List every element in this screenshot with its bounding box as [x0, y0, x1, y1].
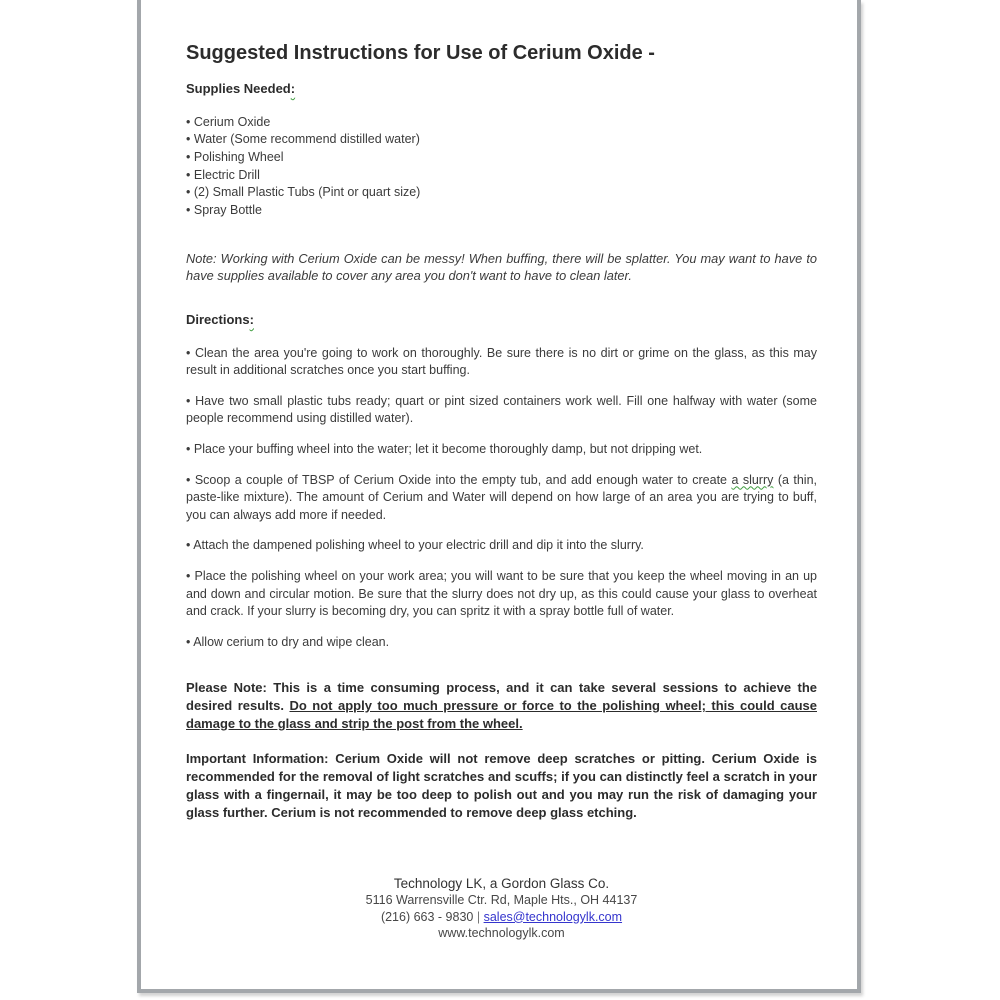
supplies-item-text: Water (Some recommend distilled water)	[193, 132, 420, 147]
supplies-item-text: Cerium Oxide	[193, 114, 271, 129]
email-link[interactable]: sales@technologylk.com	[483, 909, 623, 924]
bullet-marker: •	[186, 203, 191, 218]
bullet-marker: •	[186, 634, 191, 649]
bullet-marker: •	[186, 345, 191, 360]
directions-bullet-text: Place your buffing wheel into the water; let it become thoroughly damp, but not dripping wet.	[193, 441, 703, 456]
directions-bullet	[186, 441, 817, 459]
list-item	[186, 202, 817, 220]
footer-website: www.technologylk.com	[438, 926, 565, 941]
list-item	[186, 184, 817, 202]
directions-bullet-text: Place the polishing wheel on your work area; you will want to be sure that you keep the wheel moving in an up and down and circular motion. Be sure that the slurry does not dry up, as this could cause your glass to overheat and crack. If your slurry is becoming dry, you can spritz it with a spray bottle full of water.	[186, 568, 817, 619]
footer-address: 5116 Warrensville Ctr. Rd, Maple Hts., OH 44137	[365, 893, 638, 908]
note-paragraph: Note: Working with Cerium Oxide can be messy! When buffing, there will be splatter. You may want to have to have supplies available to cover any area you don't want to have to clean later.	[186, 250, 817, 284]
supplies-list	[186, 114, 817, 220]
bullet-marker: •	[186, 393, 191, 408]
bullet-marker: •	[186, 538, 191, 553]
footer	[186, 875, 817, 941]
footer-company-name: Technology LK, a Gordon Glass Co.	[393, 876, 610, 892]
bullet-marker: •	[186, 441, 191, 456]
directions-bullet	[186, 568, 817, 621]
list-item	[186, 114, 817, 132]
directions-bullet	[186, 393, 817, 428]
list-item	[186, 131, 817, 149]
supplies-item-text: Spray Bottle	[193, 203, 262, 218]
directions-bullet-text: Clean the area you're going to work on thoroughly. Be sure there is no dirt or grime on the glass, as this may result in additional scratches once you start buffing.	[186, 345, 817, 378]
please-note-paragraph	[186, 679, 817, 732]
supplies-heading-text: Supplies Needed	[186, 81, 291, 96]
directions-heading-text: Directions	[186, 312, 250, 327]
footer-phone: (216) 663 - 9830	[380, 909, 474, 924]
supplies-heading	[186, 80, 817, 98]
document-page	[137, 0, 861, 993]
directions-bullet	[186, 472, 817, 525]
directions-bullet-text: Allow cerium to dry and wipe clean.	[193, 634, 390, 649]
document-content	[141, 0, 857, 941]
list-item	[186, 149, 817, 167]
supplies-item-text: (2) Small Plastic Tubs (Pint or quart size)	[193, 185, 421, 200]
page-title: Suggested Instructions for Use of Cerium Oxide -	[186, 42, 655, 64]
footer-contact-line	[186, 909, 817, 925]
footer-separator: |	[476, 909, 481, 924]
supplies-item-text: Polishing Wheel	[193, 150, 284, 164]
bullet-marker: •	[186, 167, 191, 182]
directions-bullet	[186, 634, 817, 652]
important-information-paragraph: Important Information: Cerium Oxide will not remove deep scratches or pitting. Cerium Oxide is recommended for the removal of light scratches and scuffs; if you can distinctly feel a scratch in your glass with a fingernail, it may be too deep to polish out and you may run the risk of damaging your glass further. Cerium is not recommended to remove deep glass etching.	[186, 751, 817, 820]
supplies-heading-colon: :	[290, 81, 296, 96]
spellcheck-flagged-text: a slurry	[731, 472, 774, 487]
list-item	[186, 167, 817, 185]
bullet-marker: •	[186, 185, 191, 200]
bullet-marker: •	[186, 114, 191, 129]
directions-bullet-text: Attach the dampened polishing wheel to your electric drill and dip it into the slurry.	[193, 538, 644, 553]
please-note-lead: Please Note: This is a time consuming process, and it can take several sessions to achieve the desired results.	[186, 680, 817, 714]
bullet-marker: •	[186, 568, 191, 583]
directions-bullet	[186, 345, 817, 380]
directions-bullet-text-post: (a thin, paste-like mixture). The amount of Cerium and Water will depend on how large of an area you are trying to buff, you can always add more if needed.	[186, 472, 817, 522]
directions-heading	[186, 311, 817, 329]
directions-bullet-text: Have two small plastic tubs ready; quart or pint sized containers work well. Fill one halfway with water (some people recommend using distilled water).	[186, 393, 817, 426]
directions-bullet-text-pre: Scoop a couple of TBSP of Cerium Oxide into the empty tub, and add enough water to create	[194, 472, 732, 487]
bullet-marker: •	[186, 472, 191, 487]
directions-heading-colon: :	[249, 312, 254, 327]
supplies-item-text: Electric Drill	[193, 167, 260, 182]
bullet-marker: •	[186, 150, 191, 164]
bullet-marker: •	[186, 132, 191, 147]
please-note-underlined: Do not apply too much pressure or force to the polishing wheel; this could cause damage to the glass and strip the post from the wheel.	[186, 698, 817, 731]
directions-bullet	[186, 537, 817, 555]
